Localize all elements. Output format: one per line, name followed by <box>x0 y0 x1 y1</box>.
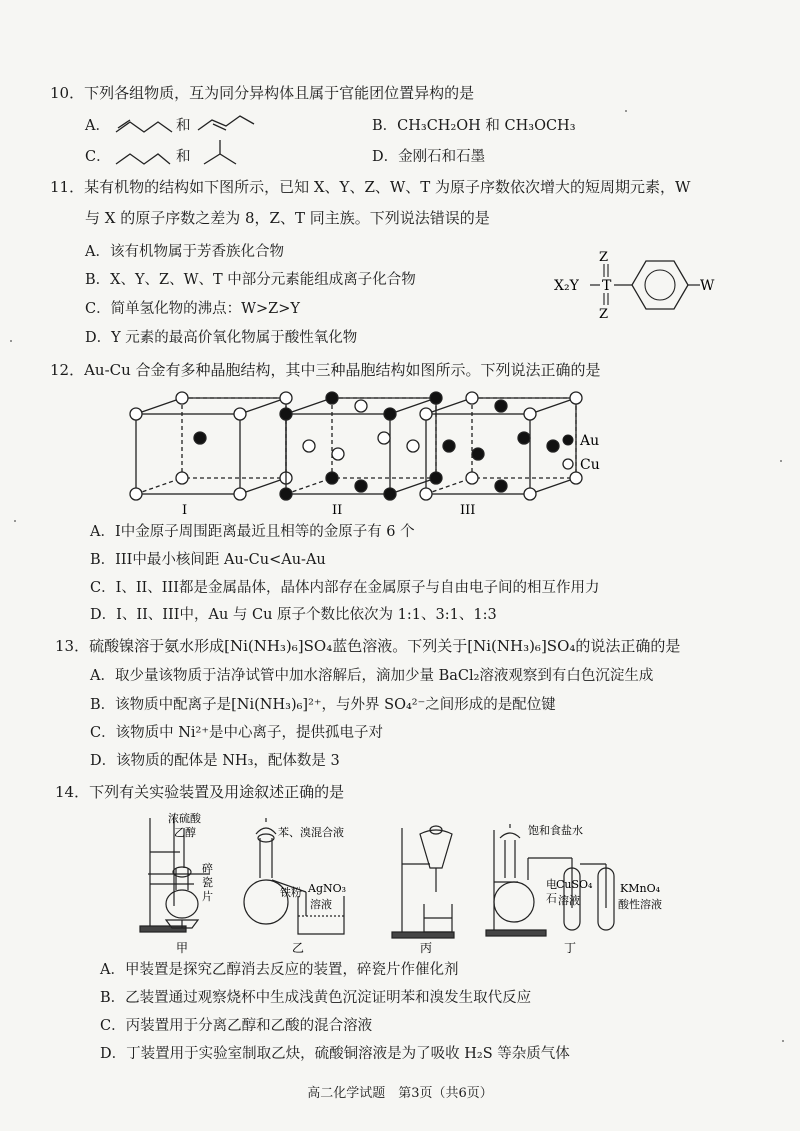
legend-cu: Cu <box>580 457 600 473</box>
q10-option-d: D．金刚石和石墨 <box>372 149 486 165</box>
struct-z-top: Z <box>599 250 609 265</box>
q11-stem-line1: 11．某有机物的结构如下图所示，已知 X、Y、Z、W、T 为原子序数依次增大的短周期元素，W <box>50 178 691 196</box>
scan-speck <box>14 520 16 522</box>
scan-speck <box>625 110 627 112</box>
q13-option-b: B．该物质中配离子是[Ni(NH₃)₆]²⁺，与外界 SO₄²⁻之间形成的是配位键 <box>90 697 556 713</box>
struct-w: W <box>700 278 715 294</box>
apparatus-name-yi: 乙 <box>292 941 305 955</box>
scan-speck <box>10 340 12 342</box>
q12-option-d: D．I、II、III中，Au 与 Cu 原子个数比依次为 1:1、3:1、1:3 <box>90 607 497 623</box>
q13-option-d: D．该物质的配体是 NH₃，配体数是 3 <box>90 753 340 769</box>
q13-option-c: C．该物质中 Ni²⁺是中心离子，提供孤电子对 <box>90 725 383 741</box>
crystal-cell-I <box>136 398 286 494</box>
label-chip-3: 片 <box>202 890 213 903</box>
label-kmno4: KMnO₄ <box>620 882 660 895</box>
label-carbide-2: 石 <box>546 892 557 905</box>
apparatus-bing <box>392 826 454 938</box>
q10-a-molecule-1 <box>114 114 174 136</box>
q12-option-a: A．I中金原子周围距离最近且相等的金原子有 6 个 <box>90 524 415 540</box>
apparatus-name-bing: 丙 <box>420 941 433 955</box>
q14-option-c: C．丙装置用于分离乙醇和乙酸的混合溶液 <box>100 1018 373 1034</box>
page-footer: 高二化学试题 第3页（共6页） <box>307 1086 493 1101</box>
q14-apparatus-figure <box>130 808 690 956</box>
struct-t: T <box>602 278 612 294</box>
struct-x2y: X₂Y <box>554 278 579 294</box>
q10-a-molecule-2 <box>196 112 258 134</box>
q14-option-a: A．甲装置是探究乙醇消去反应的装置，碎瓷片作催化剂 <box>100 962 459 978</box>
q13-option-a: A．取少量该物质于洁净试管中加水溶解后，滴加少量 BaCl₂溶液观察到有白色沉淀生成 <box>90 668 654 684</box>
label-agno3-solution: 溶液 <box>310 898 332 911</box>
q12-option-c: C．I、II、III都是金属晶体，晶体内部存在金属原子与自由电子间的相互作用力 <box>90 580 600 596</box>
q11-stem-line2: 与 X 的原子序数之差为 8，Z、T 同主族。下列说法错误的是 <box>85 209 490 227</box>
q11-option-d: D．Y 元素的最高价氧化物属于酸性氧化物 <box>85 330 358 346</box>
label-cuso4-solution: 溶液 <box>558 894 580 907</box>
struct-z-bottom: Z <box>599 307 609 322</box>
q10-option-a-and: 和 <box>176 118 191 134</box>
q12-option-b: B．III中最小核间距 Au-Cu<Au-Au <box>90 552 326 568</box>
q10-option-a-label: A． <box>85 118 110 134</box>
label-chip-1: 碎 <box>202 862 213 875</box>
cell-label-II: II <box>332 503 343 518</box>
scan-speck <box>782 1040 784 1042</box>
label-benzene-bromine: 苯、溴混合液 <box>278 826 344 839</box>
apparatus-name-jia: 甲 <box>176 941 189 955</box>
q14-stem: 14．下列有关实验装置及用途叙述正确的是 <box>55 783 345 801</box>
label-brine: 饱和食盐水 <box>528 824 583 837</box>
q10-option-c-label: C． <box>85 149 111 165</box>
legend-au: Au <box>580 433 600 449</box>
label-conc-sulfuric: 浓硫酸 <box>168 812 201 825</box>
apparatus-name-ding: 丁 <box>564 941 577 955</box>
q13-stem: 13．硫酸镍溶于氨水形成[Ni(NH₃)₆]SO₄蓝色溶液。下列关于[Ni(NH₃)₆]SO₄的说法正确的是 <box>55 637 681 655</box>
q11-structure-diagram <box>548 246 718 322</box>
label-ethanol: 乙醇 <box>174 826 196 839</box>
label-iron-powder: 铁粉 <box>280 886 302 899</box>
q10-option-b: B．CH₃CH₂OH 和 CH₃OCH₃ <box>372 118 576 134</box>
q11-option-b: B．X、Y、Z、W、T 中部分元素能组成离子化合物 <box>85 272 416 288</box>
q11-option-c: C．简单氢化物的沸点：W>Z>Y <box>85 301 300 317</box>
q14-option-d: D．丁装置用于实验室制取乙炔，硫酸铜溶液是为了吸收 H₂S 等杂质气体 <box>100 1046 570 1062</box>
label-cuso4: CuSO₄ <box>556 878 593 891</box>
label-agno3: AgNO₃ <box>308 882 347 895</box>
q11-option-a: A．该有机物属于芳香族化合物 <box>85 244 284 260</box>
label-chip-2: 瓷 <box>202 876 213 889</box>
cell-label-III: III <box>460 503 476 518</box>
q10-c-molecule-2 <box>200 138 240 170</box>
q10-c-molecule-1 <box>114 146 172 168</box>
q12-stem: 12．Au-Cu 合金有多种晶胞结构，其中三种晶胞结构如图所示。下列说法正确的是 <box>50 361 601 379</box>
q10-option-c-and: 和 <box>176 149 191 165</box>
label-carbide-1: 电 <box>546 878 557 891</box>
q10-stem: 10．下列各组物质，互为同分异构体且属于官能团位置异构的是 <box>50 84 475 102</box>
cell-label-I: I <box>182 503 188 518</box>
q14-option-b: B．乙装置通过观察烧杯中生成浅黄色沉淀证明苯和溴发生取代反应 <box>100 990 532 1006</box>
label-kmno4-acidic: 酸性溶液 <box>618 898 662 911</box>
scan-speck <box>780 460 782 462</box>
q12-crystal-cells <box>120 390 640 518</box>
